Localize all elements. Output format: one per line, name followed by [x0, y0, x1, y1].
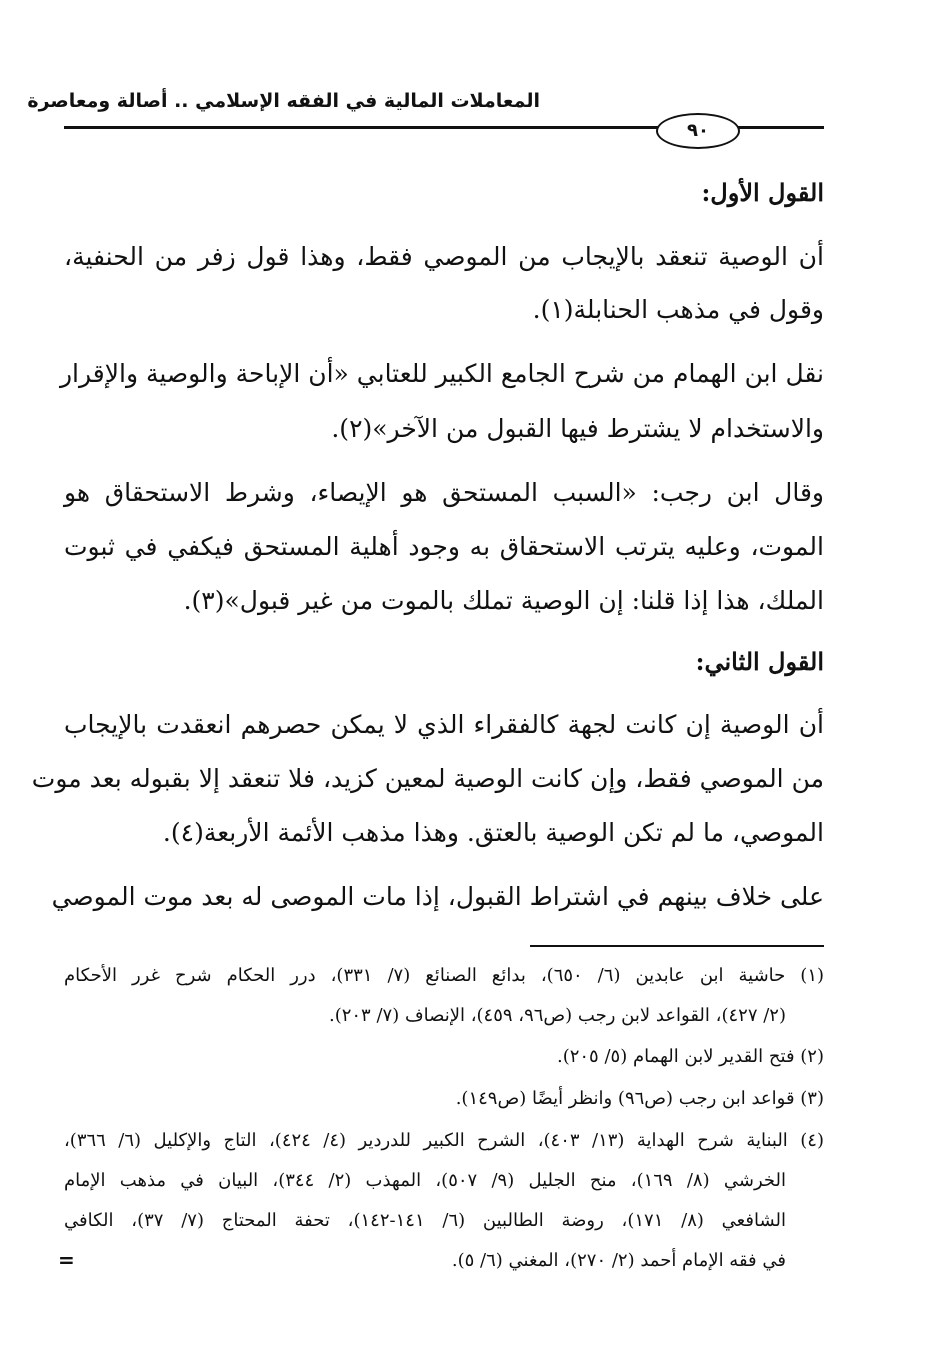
footnote-1-line-2: (٢/ ٤٢٧)، القواعد لابن رجب (ص٩٦، ٤٥٩)، الإنصاف (٧/ ٢٠٣).	[328, 1005, 786, 1026]
footnote-2: (٢) فتح القدير لابن الهمام (٥/ ٢٠٥).	[556, 1046, 824, 1067]
paragraph-3-line-2: الموت، وعليه يترتب الاستحقاق به وجود أهلية المستحق فيكفي في ثبوت	[64, 532, 824, 561]
paragraph-2-line-2: والاستخدام لا يشترط فيها القبول من الآخر»(٢).	[331, 414, 824, 443]
footnote-4-line-1: (٤) البناية شرح الهداية (١٣/ ٤٠٣)، الشرح الكبير للدردير (٤/ ٤٢٤)، التاج والإكليل (٦/ ٣٦٦)،	[64, 1130, 824, 1151]
running-header-title: المعاملات المالية في الفقه الإسلامي .. أصالة ومعاصرة	[27, 90, 540, 112]
section-heading-first-opinion: القول الأول:	[701, 178, 824, 207]
paragraph-1-line-2: وقول في مذهب الحنابلة(١).	[532, 295, 824, 324]
paragraph-4-line-3: الموصي، ما لم تكن الوصية بالعتق. وهذا مذهب الأئمة الأربعة(٤).	[162, 818, 824, 847]
paragraph-1-line-1: أن الوصية تنعقد بالإيجاب من الموصي فقط، وهذا قول زفر من الحنفية،	[64, 242, 824, 271]
footnote-3: (٣) قواعد ابن رجب (ص٩٦) وانظر أيضًا (ص١٤٩).	[455, 1088, 824, 1109]
paragraph-2-line-1: نقل ابن الهمام من شرح الجامع الكبير للعتابي «أن الإباحة والوصية والإقرار	[59, 359, 824, 388]
continuation-mark: =	[58, 1248, 75, 1272]
footnote-separator	[530, 945, 824, 947]
paragraph-4-line-2: من الموصي فقط، وإن كانت الوصية لمعين كزيد، فلا تنعقد إلا بقبوله بعد موت	[31, 764, 824, 793]
footnote-4-line-4: في فقه الإمام أحمد (٢/ ٢٧٠)، المغني (٦/ ٥).	[451, 1250, 786, 1271]
footnote-4-line-3: الشافعي (٨/ ١٧١)، روضة الطالبين (٦/ ١٤١-١٤٢)، تحفة المحتاج (٧/ ٣٧)، الكافي	[64, 1210, 786, 1231]
paragraph-3-line-3: الملك، هذا إذا قلنا: إن الوصية تملك بالموت من غير قبول»(٣).	[183, 586, 824, 615]
paragraph-4-line-1: أن الوصية إن كانت لجهة كالفقراء الذي لا يمكن حصرهم انعقدت بالإيجاب	[64, 710, 824, 739]
paragraph-5-line-1: على خلاف بينهم في اشتراط القبول، إذا مات الموصى له بعد موت الموصي	[51, 882, 824, 911]
page-number-badge: ٩٠	[656, 113, 740, 149]
footnote-1-line-1: (١) حاشية ابن عابدين (٦/ ٦٥٠)، بدائع الصنائع (٧/ ٣٣١)، درر الحكام شرح غرر الأحكام	[64, 965, 825, 986]
paragraph-3-line-1: وقال ابن رجب: «السبب المستحق هو الإيصاء، وشرط الاستحقاق هو	[64, 478, 824, 507]
footnote-4-line-2: الخرشي (٨/ ١٦٩)، منح الجليل (٩/ ٥٠٧)، المهذب (٢/ ٣٤٤)، البيان في مذهب الإمام	[64, 1170, 786, 1191]
section-heading-second-opinion: القول الثاني:	[695, 647, 824, 676]
